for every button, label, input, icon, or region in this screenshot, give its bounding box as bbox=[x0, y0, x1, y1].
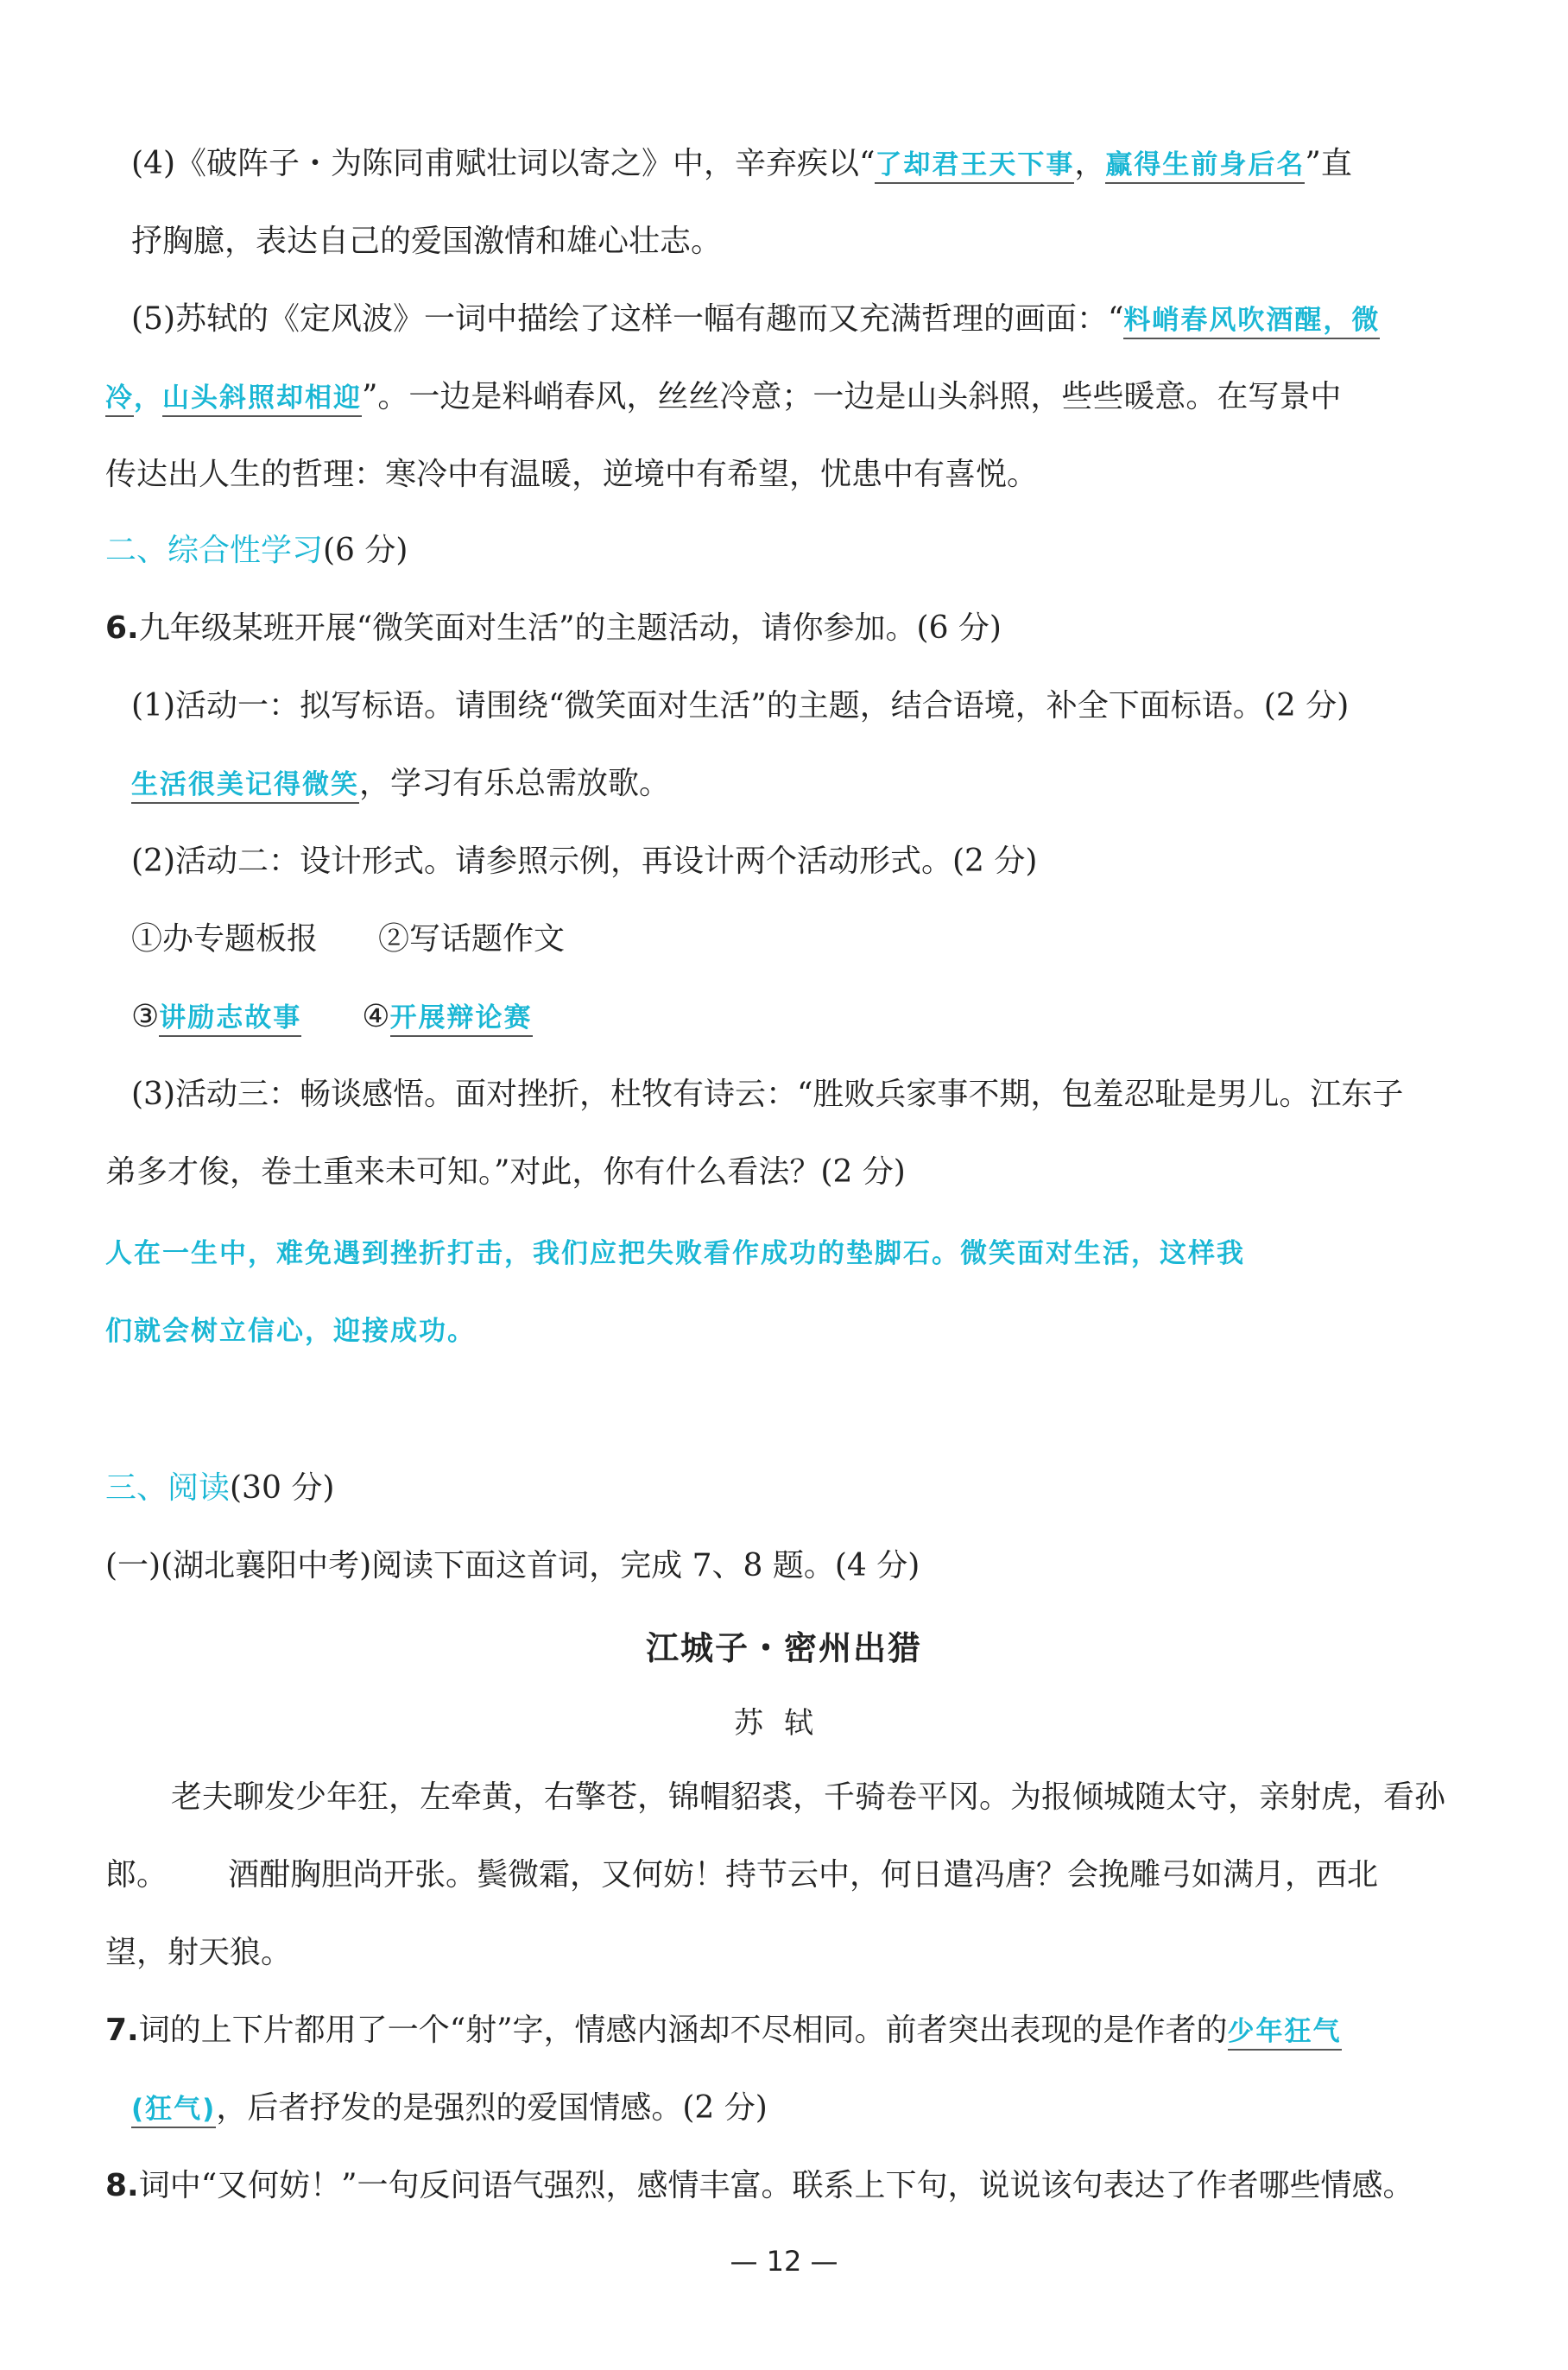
q5-4-line1 bbox=[131, 143, 1482, 186]
q5-5-prefix: (5)苏轼的《定风波》一词中描绘了这样一幅有趣而又充满哲理的画面：“ bbox=[131, 301, 1124, 337]
q6-example-3-answer: 讲励志故事 bbox=[159, 1002, 301, 1037]
q6-example-1: ①办专题板报 bbox=[131, 921, 319, 957]
q8-text: 词中“又何妨！”一句反问语气强烈，感情丰富。联系上下句，说说该句表达了作者哪些情感。 bbox=[138, 2168, 1414, 2203]
reading-1-intro: (一)(湖北襄阳中考)阅读下面这首词，完成 7、8 题。(4 分) bbox=[105, 1548, 920, 1583]
q5-5-line2 bbox=[105, 376, 1482, 419]
poem-line-2a: 郎。 bbox=[105, 1857, 168, 1893]
q7-line2 bbox=[131, 2088, 1482, 2130]
q5-4-answer-2: 赢得生前身后名 bbox=[1105, 149, 1305, 184]
q5-5-line1 bbox=[131, 299, 1482, 341]
poem-line-2b: 酒酣胸胆尚开张。鬓微霜，又何妨！持节云中，何日遣冯唐？会挽雕弓如满月，西北 bbox=[228, 1857, 1379, 1893]
section-2-points: (6 分) bbox=[323, 533, 408, 568]
q6-example-2: ②写话题作文 bbox=[378, 921, 566, 957]
q5-5-answer-1b: 冷 bbox=[105, 382, 134, 417]
poem-author: 苏轼 bbox=[734, 1706, 834, 1741]
q7-text: 词的上下片都用了一个“射”字，情感内涵却不尽相同。前者突出表现的是作者的 bbox=[138, 2013, 1228, 2048]
q6-sub1-answer: 生活很美记得微笑 bbox=[131, 769, 359, 804]
q5-5-answer-2: 山头斜照却相迎 bbox=[162, 382, 362, 417]
page-number: — 12 — bbox=[730, 2245, 838, 2278]
q7-number: 7. bbox=[105, 2013, 139, 2048]
section-heading-2 bbox=[105, 530, 1482, 572]
q7-after: ，后者抒发的是强烈的爱国情感。(2 分) bbox=[216, 2090, 768, 2126]
q6-examples bbox=[131, 919, 1482, 960]
q5-5-answer-1: 料峭春风吹酒醒，微 bbox=[1123, 305, 1380, 339]
q5-5-suffix: ”。一边是料峭春风，丝丝冷意；一边是山头斜照，些些暖意。在写景中 bbox=[362, 379, 1342, 414]
section-heading-3 bbox=[105, 1468, 1482, 1509]
q6-sub1: (1)活动一：拟写标语。请围绕“微笑面对生活”的主题，结合语境，补全下面标语。(2 分) bbox=[131, 688, 1350, 724]
q6-sub2: (2)活动二：设计形式。请参照示例，再设计两个活动形式。(2 分) bbox=[131, 844, 1038, 879]
q7-answer-1: 少年狂气 bbox=[1228, 2016, 1342, 2051]
poem-title: 江城子・密州出猎 bbox=[645, 1629, 922, 1667]
q6-sub3-answer-line2: 们就会树立信心，迎接成功。 bbox=[105, 1316, 476, 1347]
section-2-title: 二、综合性学习 bbox=[105, 533, 324, 568]
q6-sub1-answer-line bbox=[131, 763, 1482, 806]
poem-line-1: 老夫聊发少年狂，左牵黄，右擎苍，锦帽貂裘，千骑卷平冈。为报倾城随太守，亲射虎，看孙 bbox=[171, 1779, 1446, 1815]
section-3-title: 三、阅读 bbox=[105, 1470, 231, 1506]
q8-number: 8. bbox=[105, 2168, 139, 2203]
q6-sub3-answer-line1: 人在一生中，难免遇到挫折打击，我们应把失败看作成功的垫脚石。微笑面对生活，这样我 bbox=[105, 1238, 1245, 1269]
q6-example-4-answer: 开展辩论赛 bbox=[390, 1002, 533, 1037]
q5-5-line3: 传达出人生的哲理：寒冷中有温暖，逆境中有希望，忧患中有喜悦。 bbox=[105, 457, 1039, 492]
q8-line bbox=[105, 2165, 1482, 2207]
q5-4-suffix: ”直 bbox=[1305, 146, 1352, 181]
q5-4-answer-1: 了却君王天下事 bbox=[875, 149, 1074, 184]
q6-sub3-line2: 弟多才俊，卷土重来未可知。”对此，你有什么看法？(2 分) bbox=[105, 1154, 906, 1190]
q6-stem bbox=[105, 608, 1482, 649]
section-3-points: (30 分) bbox=[230, 1470, 335, 1506]
q6-number: 6. bbox=[105, 610, 139, 646]
q6-sub3-line1: (3)活动三：畅谈感悟。面对挫折，杜牧有诗云：“胜败兵家事不期，包羞忍耻是男儿。江东子 bbox=[131, 1077, 1404, 1112]
q6-sub1-after: ，学习有乐总需放歌。 bbox=[359, 766, 671, 801]
q5-4-sep: ， bbox=[1074, 146, 1106, 181]
q6-example-answers bbox=[131, 996, 1482, 1039]
q7-answer-2: (狂气) bbox=[131, 2094, 216, 2128]
q5-4-line2: 抒胸臆，表达自己的爱国激情和雄心壮志。 bbox=[131, 224, 723, 259]
q6-example-3-num: ③ bbox=[131, 999, 160, 1034]
q7-line1 bbox=[105, 2010, 1482, 2052]
q5-5-sep: ， bbox=[134, 382, 162, 414]
poem-line-2 bbox=[105, 1855, 1482, 1896]
poem-line-3: 望，射天狼。 bbox=[105, 1935, 293, 1970]
q6-text: 九年级某班开展“微笑面对生活”的主题活动，请你参加。(6 分) bbox=[138, 610, 1002, 646]
q6-example-4-num: ④ bbox=[362, 999, 390, 1034]
q5-4-prefix: (4)《破阵子・为陈同甫赋壮词以寄之》中，辛弃疾以“ bbox=[131, 146, 876, 181]
